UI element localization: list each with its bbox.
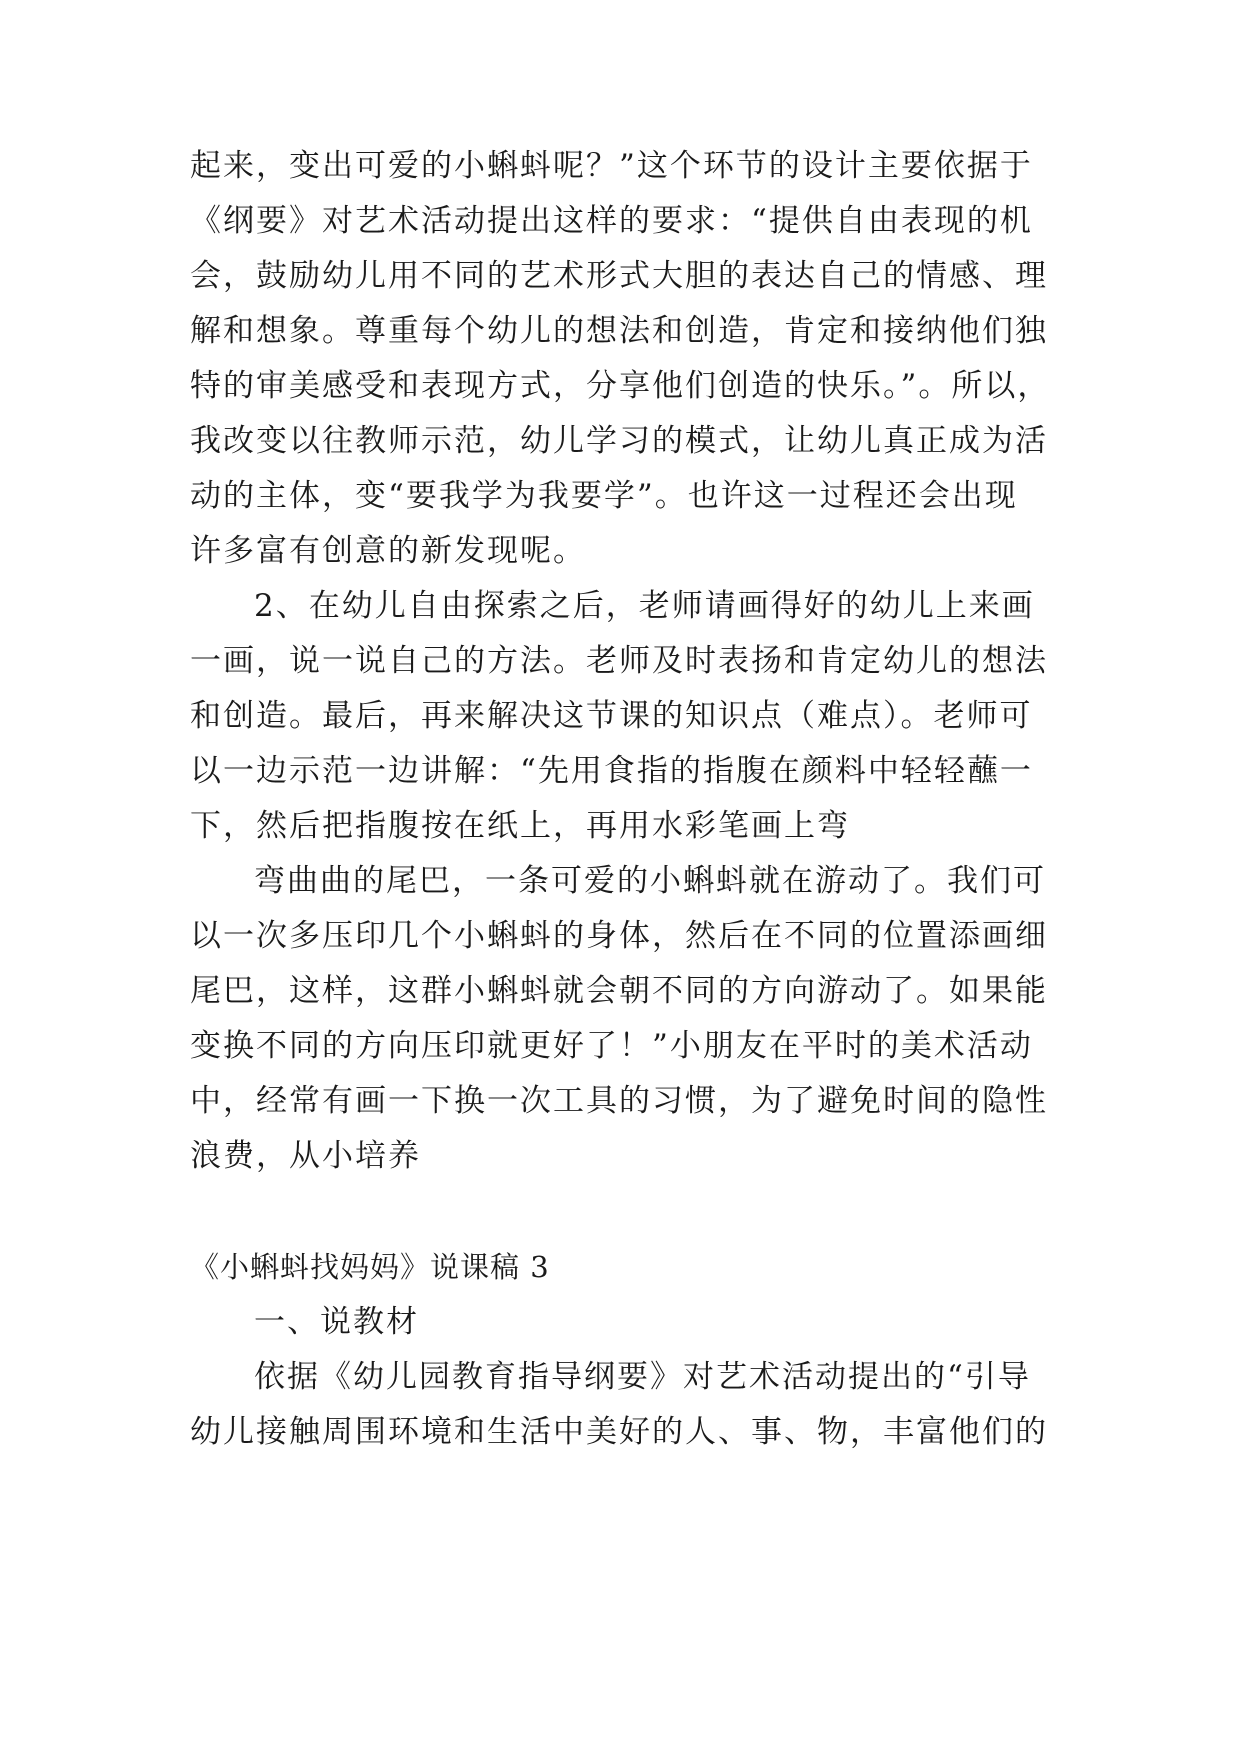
paragraph-line: 依据《幼儿园教育指导纲要》对艺术活动提出的“引导: [254, 1359, 1031, 1395]
paragraph-line: 动的主体，变“要我学为我要学”。也许这一过程还会出现: [190, 478, 1018, 514]
subheading: 一、说教材: [254, 1304, 419, 1340]
paragraph-line: 会，鼓励幼儿用不同的艺术形式大胆的表达自己的情感、理: [190, 258, 1048, 294]
paragraph-line: 以一次多压印几个小蝌蚪的身体，然后在不同的位置添画细: [190, 918, 1048, 954]
paragraph-line: 弯曲曲的尾巴，一条可爱的小蝌蚪就在游动了。我们可: [254, 863, 1046, 899]
paragraph-line: 一画，说一说自己的方法。老师及时表扬和肯定幼儿的想法: [190, 643, 1048, 679]
paragraph-line: 我改变以往教师示范，幼儿学习的模式，让幼儿真正成为活: [190, 423, 1048, 459]
paragraph-line: 以一边示范一边讲解：“先用食指的指腹在颜料中轻轻蘸一: [190, 753, 1033, 789]
paragraph-line: 起来，变出可爱的小蝌蚪呢？”这个环节的设计主要依据于: [190, 148, 1033, 184]
paragraph-line: 《纲要》对艺术活动提出这样的要求：“提供自由表现的机: [190, 203, 1033, 239]
paragraph-line: 特的审美感受和表现方式，分享他们创造的快乐。”。所以，: [190, 368, 1051, 404]
paragraph-line: 下，然后把指腹按在纸上，再用水彩笔画上弯: [190, 808, 850, 844]
paragraph-line: 解和想象。尊重每个幼儿的想法和创造，肯定和接纳他们独: [190, 313, 1048, 349]
paragraph-line: 中，经常有画一下换一次工具的习惯，为了避免时间的隐性: [190, 1083, 1048, 1119]
paragraph-line: 许多富有创意的新发现呢。: [190, 533, 586, 569]
paragraph-line: 浪费，从小培养: [190, 1138, 421, 1174]
paragraph-line: 和创造。最后，再来解决这节课的知识点（难点）。老师可: [190, 698, 1033, 734]
section-title: 《小蝌蚪找妈妈》说课稿 3: [190, 1250, 550, 1284]
paragraph-line: 变换不同的方向压印就更好了！”小朋友在平时的美术活动: [190, 1028, 1033, 1064]
paragraph-line: 幼儿接触周围环境和生活中美好的人、事、物，丰富他们的: [190, 1414, 1048, 1450]
paragraph-line: 尾巴，这样，这群小蝌蚪就会朝不同的方向游动了。如果能: [190, 973, 1048, 1009]
paragraph-line: 2、在幼儿自由探索之后，老师请画得好的幼儿上来画: [254, 588, 1035, 624]
